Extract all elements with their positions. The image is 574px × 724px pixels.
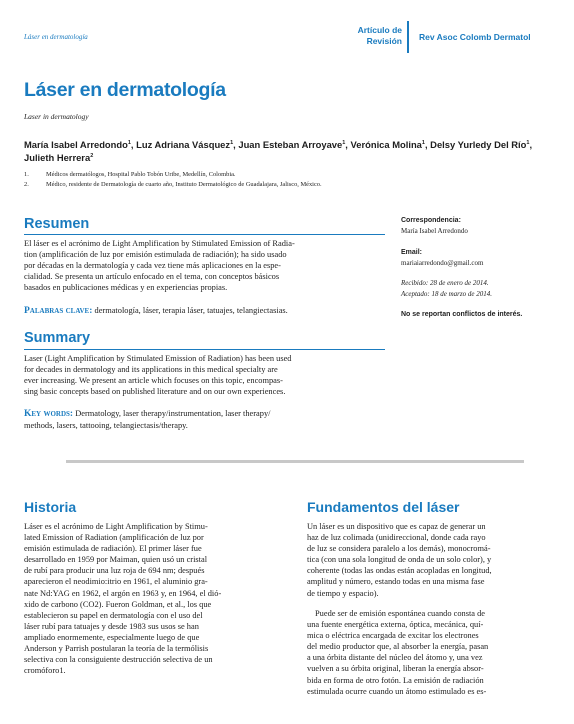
fundamentos-line: coherente (todas las ondas están acopladas en longitud,: [307, 566, 492, 576]
historia-heading: Historia: [24, 499, 77, 515]
journal-name: Rev Asoc Colomb Dermatol: [419, 32, 531, 42]
accepted-date: Aceptado: 18 de marzo de 2014.: [401, 290, 492, 298]
author-list: María Isabel Arredondo$^1$, Luz Adriana Vásquez$^1$, Juan Esteban Arroyave$^1$, Verónica Molina$^1$, Delsy Yurledy Del Río$^1$, Julieth Herrera$^2$: [24, 139, 533, 163]
author-affiliation-mark: 1: [127, 139, 131, 146]
running-head: Láser en dermatología: [24, 33, 88, 41]
summary-line: ever increasing. We present an article which focuses on this topic, encompas-: [24, 376, 283, 386]
palabras-clave-text: dermatología, láser, terapia láser, tatuajes, telangiectasias.: [94, 306, 288, 315]
resumen-line: El láser es el acrónimo de Light Amplification by Stimulated Emission of Radia-: [24, 239, 295, 248]
resumen-line: cialidad. Se presenta un artículo enfocado en el tema, con conceptos básicos: [24, 272, 280, 282]
author-affiliation-mark: 1: [526, 139, 530, 146]
historia-line: lated Emission of Radiation (amplificación de luz por: [24, 533, 204, 543]
affiliation-text: Médico, residente de Dermatología de cuarto año, Instituto Dermatológico de Guadalajara, Jalisco, México.: [46, 180, 322, 188]
resumen-heading: Resumen: [24, 216, 90, 232]
fundamentos-line: de luz se considera paralelo a los demás), monocromá-: [307, 544, 491, 554]
resumen-body: [24, 238, 385, 293]
author-affiliation-mark: 1: [342, 139, 346, 146]
fundamentos-line: estimulada ocurre cuando un átomo estimulado es es-: [307, 686, 487, 696]
correspondence-label: Correspondencia:: [401, 217, 461, 224]
affiliation-item: [24, 180, 544, 190]
summary-rule: [24, 349, 385, 350]
section-divider: [66, 460, 524, 463]
affiliation-number: 2.: [24, 180, 29, 188]
palabras-clave-label: Palabras clave:: [24, 306, 93, 316]
email-address[interactable]: mariaiarredondo@gmail.com: [401, 259, 484, 267]
correspondence-name: María Isabel Arredondo: [401, 227, 468, 235]
author-name: Verónica Molina: [350, 139, 422, 150]
conflicts-statement: No se reportan conflictos de interés.: [401, 311, 523, 318]
correspondence-sidebar: [401, 215, 551, 320]
email-label: Email:: [401, 249, 423, 256]
summary-body: [24, 353, 385, 397]
historia-line: establecieron su papel en dermatología con el uso del: [24, 610, 203, 620]
historia-line: cromóforo1.: [24, 666, 66, 676]
author-affiliation-mark: 1: [421, 139, 425, 146]
summary-keywords: [24, 408, 385, 431]
resumen-line: tion (amplificación de luz por emisión estimulada de radiación); ha sido usado: [24, 250, 287, 260]
fundamentos-line: tica (con una sola longitud de onda de un solo color), y: [307, 555, 492, 565]
section-tag-line2: Revisión: [366, 35, 402, 46]
fundamentos-line: Un láser es un dispositivo que es capaz de generar un: [307, 522, 486, 531]
article-title: Láser en dermatología: [24, 79, 226, 101]
historia-line: de rubí para producir una luz roja de 694 nm; después: [24, 566, 205, 576]
fundamentos-line: del medio productor que, al absorber la energía, pasan: [307, 642, 489, 652]
resumen-line: por décadas en la dermatología y cada vez tiene más aplicaciones en la espe-: [24, 261, 281, 271]
affiliations: [24, 170, 544, 189]
author-name: María Isabel Arredondo: [24, 139, 128, 150]
summary-line: sing basic concepts based on published literature and on our own experiences.: [24, 387, 286, 397]
key-words-label: Key words:: [24, 409, 74, 419]
historia-line: xido de carbono (CO2). Fueron Goldman, et al., los que: [24, 599, 212, 609]
historia-line: desarrollado en 1959 por Maiman, quien usó un cristal: [24, 555, 208, 565]
resumen-keywords: [24, 305, 394, 317]
historia-line: nate Nd:YAG en 1962, el argón en 1963 y, en 1964, el dió-: [24, 588, 222, 598]
fundamentos-paragraph-1: [307, 521, 547, 599]
summary-line: Laser (Light Amplification by Stimulated Emission of Radiation) has been used: [24, 354, 292, 363]
received-date: Recibido: 28 de enero de 2014.: [401, 279, 489, 287]
fundamentos-paragraph-2: [307, 608, 547, 697]
fundamentos-line: amplitud y número, estando todas en una misma fase: [307, 577, 485, 587]
historia-line: Láser es el acrónimo de Light Amplification by Stimu-: [24, 522, 208, 531]
fundamentos-line: bida en forma de otro fotón. La emisión de radiación: [307, 675, 484, 685]
historia-line: aparecieron el neodimio:itrio en 1961, el aluminio gra-: [24, 577, 208, 587]
historia-line: láser rubí para tatuajes y desde 1983 sus usos se han: [24, 621, 199, 631]
affiliation-number: 1.: [24, 171, 29, 178]
key-words-line1: Dermatology, laser therapy/instrumentation, laser therapy/: [75, 409, 271, 418]
author-name: Juan Esteban Arroyave: [238, 139, 343, 150]
fundamentos-line: vuelven a su órbita original, liberan la energía absor-: [307, 664, 484, 674]
summary-line: for decades in dermatology and its applications in this medical specialty are: [24, 365, 278, 375]
author-name: Delsy Yurledy Del Río: [430, 139, 527, 150]
resumen-rule: [24, 234, 385, 235]
article-title-english: Laser in dermatology: [24, 112, 89, 121]
fundamentos-heading: Fundamentos del láser: [307, 499, 460, 515]
fundamentos-line: de tiempo y espacio).: [307, 588, 379, 598]
fundamentos-line: a una órbita distante del núcleo del átomo y, una vez: [307, 653, 483, 663]
historia-body: [24, 521, 264, 676]
resumen-line: basados en publicaciones médicas y en experiencias propias.: [24, 283, 228, 293]
key-words-line2: methods, lasers, tattooing, telangiectasis/therapy.: [24, 421, 188, 431]
author-name: Julieth Herrera: [24, 151, 91, 163]
historia-line: emisión estimulada de radiación). El primer láser fue: [24, 544, 202, 554]
fundamentos-line: haz de luz colimada (unidireccional, donde cada rayo: [307, 533, 486, 543]
fundamentos-line: Puede ser de emisión espontánea cuando consta de: [315, 609, 486, 618]
historia-line: ampliado enormemente, especialmente luego de que: [24, 632, 200, 642]
historia-line: selectiva con la consiguiente destrucción selectiva de un: [24, 655, 213, 665]
author-affiliation-mark: 2: [90, 152, 94, 159]
fundamentos-line: una fuente energética externa, óptica, mecánica, quí-: [307, 620, 484, 630]
summary-heading: Summary: [24, 330, 91, 346]
section-tag-line1: Artículo de: [357, 25, 402, 35]
fundamentos-line: mica o eléctrica encargada de excitar los electrones: [307, 631, 479, 641]
historia-line: Anderson y Parrish postularan la teoría de la termólisis: [24, 644, 209, 654]
author-affiliation-mark: 1: [230, 139, 234, 146]
affiliation-text: Médicos dermatólogos, Hospital Pablo Tobón Uribe, Medellín, Colombia.: [46, 171, 236, 178]
affiliation-item: [24, 170, 544, 180]
section-tag: [318, 25, 402, 46]
header-divider: [407, 21, 409, 53]
author-name: Luz Adriana Vásquez: [136, 139, 231, 150]
